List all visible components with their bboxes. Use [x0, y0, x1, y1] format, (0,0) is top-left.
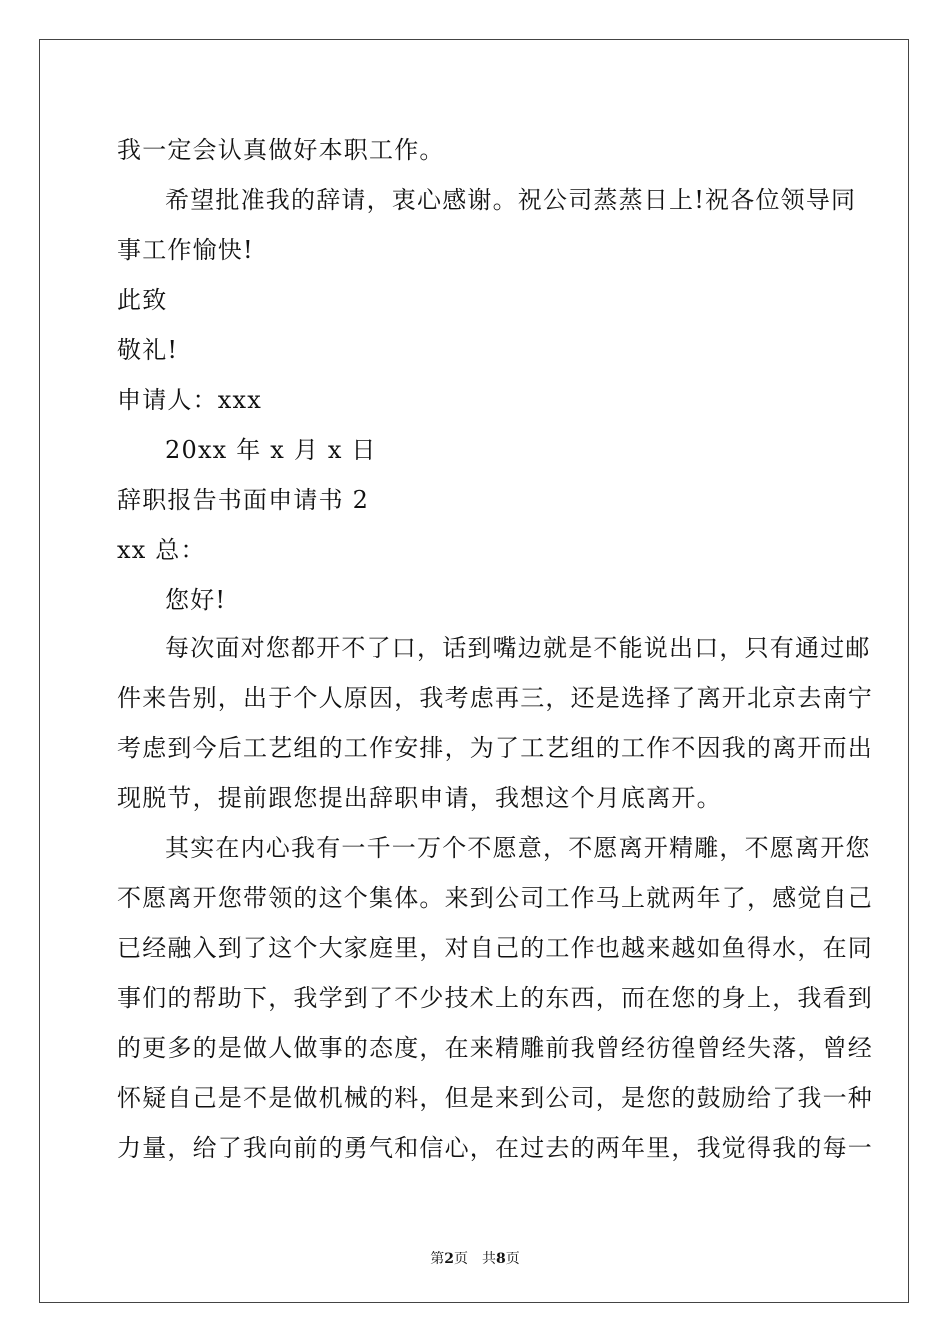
date-line: 20xx 年 x 月 x 日 — [165, 436, 377, 464]
text-line: 不愿离开您带领的这个集体。来到公司工作马上就两年了，感觉自己 — [117, 884, 873, 912]
text-line: 申请人：xxx — [117, 386, 263, 414]
text-line: 怀疑自己是不是做机械的料，但是来到公司，是您的鼓励给了我一种 — [117, 1084, 873, 1112]
text-line: 考虑到今后工艺组的工作安排，为了工艺组的工作不因我的离开而出 — [117, 734, 873, 762]
page-total: 8 — [496, 1251, 506, 1267]
text-line: 每次面对您都开不了口，话到嘴边就是不能说出口，只有通过邮 — [165, 634, 871, 662]
page-current: 2 — [444, 1251, 454, 1267]
text-line: 您好! — [165, 586, 227, 614]
text-line: 希望批准我的辞请，衷心感谢。祝公司蒸蒸日上!祝各位领导同 — [165, 186, 857, 214]
page-mid: 页 共 — [454, 1251, 496, 1267]
section-title: 辞职报告书面申请书 2 — [117, 486, 370, 514]
text-line: 事工作愉快! — [117, 236, 254, 264]
page-number — [0, 1248, 950, 1268]
text-line: 已经融入到了这个大家庭里，对自己的工作也越来越如鱼得水，在同 — [117, 934, 873, 962]
text-line: 我一定会认真做好本职工作。 — [117, 136, 445, 164]
page-suffix: 页 — [505, 1251, 520, 1267]
text-line: 此致 — [117, 286, 168, 314]
text-line: 现脱节，提前跟您提出辞职申请，我想这个月底离开。 — [117, 784, 722, 812]
text-line: 事们的帮助下，我学到了不少技术上的东西，而在您的身上，我看到 — [117, 984, 873, 1012]
text-line: 其实在内心我有一千一万个不愿意，不愿离开精雕，不愿离开您 — [165, 834, 871, 862]
text-line: xx 总： — [117, 536, 206, 564]
text-line: 力量，给了我向前的勇气和信心，在过去的两年里，我觉得我的每一 — [117, 1134, 873, 1162]
text-line: 的更多的是做人做事的态度，在来精雕前我曾经彷徨曾经失落，曾经 — [117, 1034, 873, 1062]
text-line: 件来告别，出于个人原因，我考虑再三，还是选择了离开北京去南宁 — [117, 684, 873, 712]
page-prefix: 第 — [430, 1251, 445, 1267]
text-line: 敬礼! — [117, 336, 179, 364]
